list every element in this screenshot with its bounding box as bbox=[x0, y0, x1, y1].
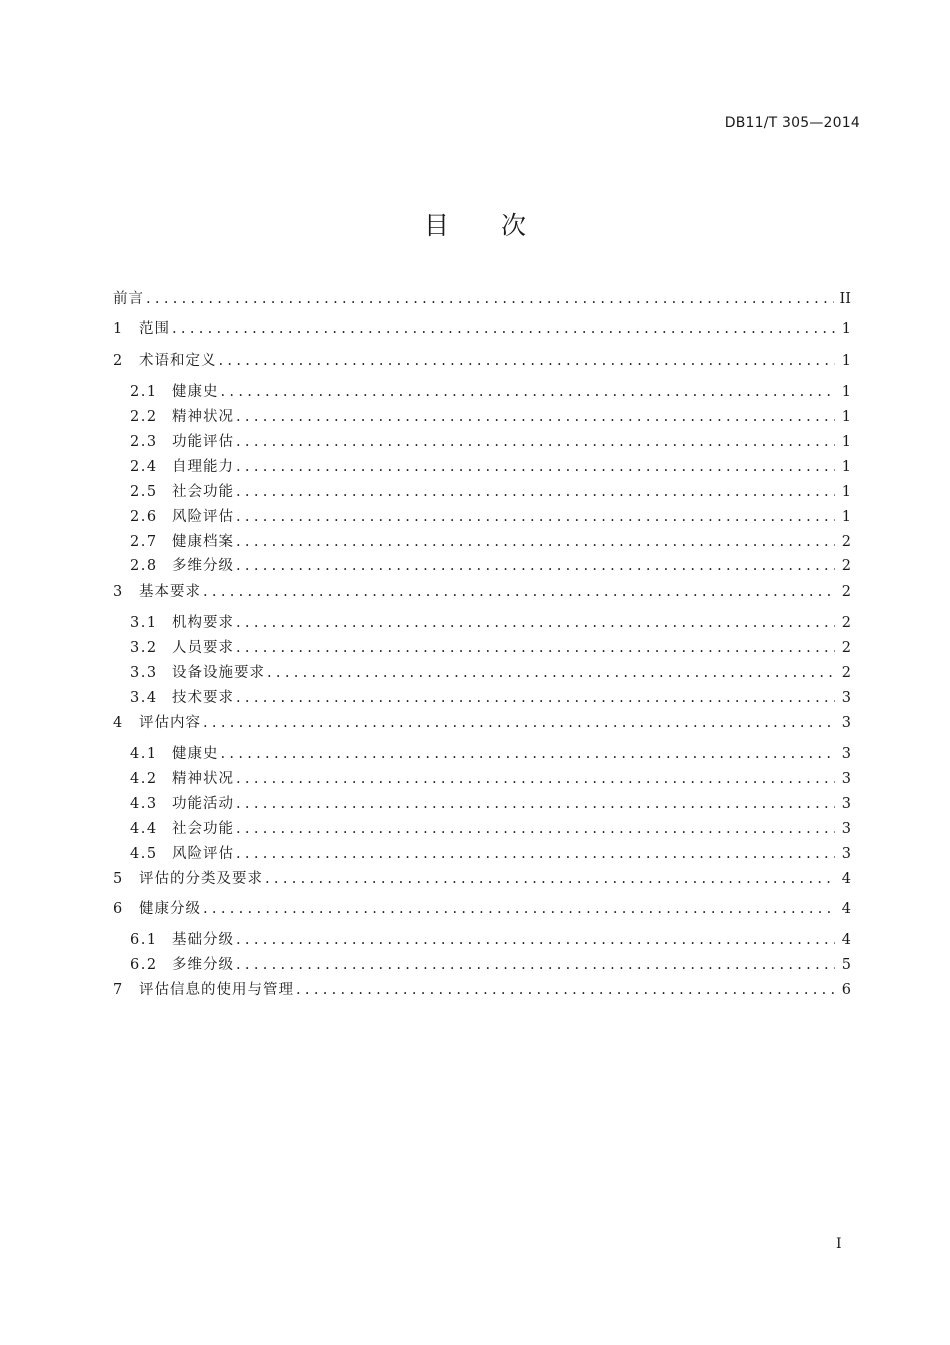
toc-entry-label: 健康档案 bbox=[172, 534, 234, 550]
toc-entry-label: 功能评估 bbox=[172, 434, 234, 450]
toc-entry-label: 前言 bbox=[113, 291, 144, 307]
toc-entry[interactable] bbox=[113, 350, 851, 372]
toc-leader-dots bbox=[236, 555, 835, 577]
toc-entry-page: 1 bbox=[841, 434, 851, 450]
toc-entry[interactable] bbox=[130, 381, 851, 403]
toc-entry-number: 4.5 bbox=[130, 846, 158, 862]
toc-entry-page: 1 bbox=[841, 509, 851, 525]
toc-entry[interactable] bbox=[130, 687, 851, 709]
toc-entry-page: 3 bbox=[841, 846, 851, 862]
toc-entry-page: 3 bbox=[841, 821, 851, 837]
toc-entry-number: 4.3 bbox=[130, 796, 158, 812]
toc-entry-page: 2 bbox=[841, 615, 851, 631]
toc-entry[interactable] bbox=[113, 318, 851, 340]
toc-entry-number: 3.1 bbox=[130, 615, 158, 631]
toc-entry-number: 1 bbox=[113, 321, 123, 337]
toc-entry[interactable] bbox=[130, 406, 851, 428]
toc-entry-page: 3 bbox=[841, 715, 851, 731]
toc-entry-page: 1 bbox=[841, 321, 851, 337]
toc-entry-page: II bbox=[839, 291, 851, 307]
toc-entry-number: 2.5 bbox=[130, 484, 158, 500]
toc-entry-page: 1 bbox=[841, 353, 851, 369]
toc-entry-label: 设备设施要求 bbox=[172, 665, 265, 681]
toc-entry-page: 3 bbox=[841, 690, 851, 706]
toc-entry-label: 基础分级 bbox=[172, 932, 234, 948]
toc-entry[interactable] bbox=[130, 793, 851, 815]
toc-entry-label: 精神状况 bbox=[172, 409, 234, 425]
toc-entry-page: 6 bbox=[841, 982, 851, 998]
toc-entry[interactable] bbox=[113, 712, 851, 734]
toc-entry-label: 机构要求 bbox=[172, 615, 234, 631]
toc-entry-number: 2.6 bbox=[130, 509, 158, 525]
toc-entry[interactable] bbox=[130, 743, 851, 765]
toc-entry-label: 多维分级 bbox=[172, 558, 234, 574]
toc-entry-number: 7 bbox=[113, 982, 123, 998]
toc-entry-number: 2 bbox=[113, 353, 123, 369]
toc-entry-page: 4 bbox=[841, 932, 851, 948]
toc-leader-dots bbox=[172, 318, 835, 340]
toc-entry-page: 2 bbox=[841, 584, 851, 600]
toc-entry[interactable] bbox=[130, 637, 851, 659]
toc-entry[interactable] bbox=[130, 612, 851, 634]
toc-entry-number: 2.7 bbox=[130, 534, 158, 550]
toc-leader-dots bbox=[267, 662, 835, 684]
toc-entry-page: 2 bbox=[841, 665, 851, 681]
toc-entry-label: 技术要求 bbox=[172, 690, 234, 706]
toc-entry-number: 2.2 bbox=[130, 409, 158, 425]
toc-entry-label: 风险评估 bbox=[172, 846, 234, 862]
toc-entry-label: 社会功能 bbox=[172, 821, 234, 837]
toc-entry-number: 2.3 bbox=[130, 434, 158, 450]
toc-entry[interactable] bbox=[113, 288, 851, 310]
toc-entry-number: 6 bbox=[113, 901, 123, 917]
toc-leader-dots bbox=[203, 581, 835, 603]
toc-leader-dots bbox=[236, 768, 835, 790]
toc-entry-label: 社会功能 bbox=[172, 484, 234, 500]
page-title: 目次 bbox=[423, 211, 578, 240]
document-code: DB11/T 305—2014 bbox=[724, 115, 860, 131]
toc-entry-page: 1 bbox=[841, 384, 851, 400]
toc-leader-dots bbox=[221, 743, 836, 765]
toc-leader-dots bbox=[236, 506, 835, 528]
toc-entry-number: 2.4 bbox=[130, 459, 158, 475]
toc-entry-label: 功能活动 bbox=[172, 796, 234, 812]
toc-entry-page: 3 bbox=[841, 796, 851, 812]
toc-entry[interactable] bbox=[113, 898, 851, 920]
toc-entry-label: 自理能力 bbox=[172, 459, 234, 475]
toc-entry[interactable] bbox=[130, 555, 851, 577]
toc-entry-page: 2 bbox=[841, 640, 851, 656]
toc-entry-label: 基本要求 bbox=[139, 584, 201, 600]
toc-leader-dots bbox=[236, 687, 835, 709]
toc-entry-label: 评估信息的使用与管理 bbox=[139, 982, 294, 998]
toc-entry-number: 4.2 bbox=[130, 771, 158, 787]
page-number: I bbox=[836, 1236, 842, 1252]
toc-entry[interactable] bbox=[113, 979, 851, 1001]
toc-entry-number: 4.1 bbox=[130, 746, 158, 762]
toc-leader-dots bbox=[203, 712, 835, 734]
toc-entry-number: 6.2 bbox=[130, 957, 158, 973]
toc-entry-label: 健康史 bbox=[172, 384, 219, 400]
toc-entry-number: 3.2 bbox=[130, 640, 158, 656]
toc-leader-dots bbox=[236, 612, 835, 634]
toc-leader-dots bbox=[221, 381, 836, 403]
toc-entry-label: 范围 bbox=[139, 321, 170, 337]
toc-entry-label: 评估内容 bbox=[139, 715, 201, 731]
toc-leader-dots bbox=[236, 818, 835, 840]
toc-leader-dots bbox=[236, 456, 835, 478]
toc-entry-number: 4.4 bbox=[130, 821, 158, 837]
toc-entry[interactable] bbox=[130, 929, 851, 951]
toc-entry[interactable] bbox=[130, 506, 851, 528]
toc-leader-dots bbox=[203, 898, 835, 920]
toc-entry-number: 3.4 bbox=[130, 690, 158, 706]
toc-entry-label: 精神状况 bbox=[172, 771, 234, 787]
toc-leader-dots bbox=[236, 929, 835, 951]
toc-entry-label: 人员要求 bbox=[172, 640, 234, 656]
toc-entry[interactable] bbox=[130, 954, 851, 976]
toc-leader-dots bbox=[236, 406, 835, 428]
toc-entry-label: 多维分级 bbox=[172, 957, 234, 973]
toc-leader-dots bbox=[236, 843, 835, 865]
toc-entry[interactable] bbox=[130, 818, 851, 840]
toc-leader-dots bbox=[219, 350, 836, 372]
toc-entry[interactable] bbox=[130, 456, 851, 478]
toc-leader-dots bbox=[236, 793, 835, 815]
toc-leader-dots bbox=[146, 288, 834, 310]
toc-entry[interactable] bbox=[113, 868, 851, 890]
toc-entry-page: 2 bbox=[841, 558, 851, 574]
toc-leader-dots bbox=[236, 431, 835, 453]
toc-entry[interactable] bbox=[130, 481, 851, 503]
toc-entry-page: 3 bbox=[841, 771, 851, 787]
toc-entry-page: 4 bbox=[841, 901, 851, 917]
toc-leader-dots bbox=[296, 979, 835, 1001]
toc-leader-dots bbox=[265, 868, 835, 890]
toc-entry-label: 健康分级 bbox=[139, 901, 201, 917]
toc-entry-number: 2.1 bbox=[130, 384, 158, 400]
toc-entry-label: 健康史 bbox=[172, 746, 219, 762]
toc-entry[interactable] bbox=[130, 662, 851, 684]
toc-entry-page: 1 bbox=[841, 484, 851, 500]
toc-entry-page: 2 bbox=[841, 534, 851, 550]
toc-entry-page: 3 bbox=[841, 746, 851, 762]
toc-entry-number: 4 bbox=[113, 715, 123, 731]
toc-entry-number: 3.3 bbox=[130, 665, 158, 681]
toc-entry[interactable] bbox=[130, 531, 851, 553]
toc-entry-page: 5 bbox=[841, 957, 851, 973]
toc-entry[interactable] bbox=[130, 843, 851, 865]
toc-entry-page: 1 bbox=[841, 409, 851, 425]
toc-leader-dots bbox=[236, 637, 835, 659]
toc-entry-number: 6.1 bbox=[130, 932, 158, 948]
toc-entry-label: 风险评估 bbox=[172, 509, 234, 525]
toc-entry-number: 5 bbox=[113, 871, 123, 887]
toc-leader-dots bbox=[236, 481, 835, 503]
toc-leader-dots bbox=[236, 531, 835, 553]
toc-entry-number: 3 bbox=[113, 584, 123, 600]
toc-entry[interactable] bbox=[130, 431, 851, 453]
toc-leader-dots bbox=[236, 954, 835, 976]
toc-entry[interactable] bbox=[113, 581, 851, 603]
toc-entry-page: 4 bbox=[841, 871, 851, 887]
toc-entry-label: 术语和定义 bbox=[139, 353, 217, 369]
toc-entry-page: 1 bbox=[841, 459, 851, 475]
toc-entry-number: 2.8 bbox=[130, 558, 158, 574]
toc-entry-label: 评估的分类及要求 bbox=[139, 871, 263, 887]
toc-entry[interactable] bbox=[130, 768, 851, 790]
